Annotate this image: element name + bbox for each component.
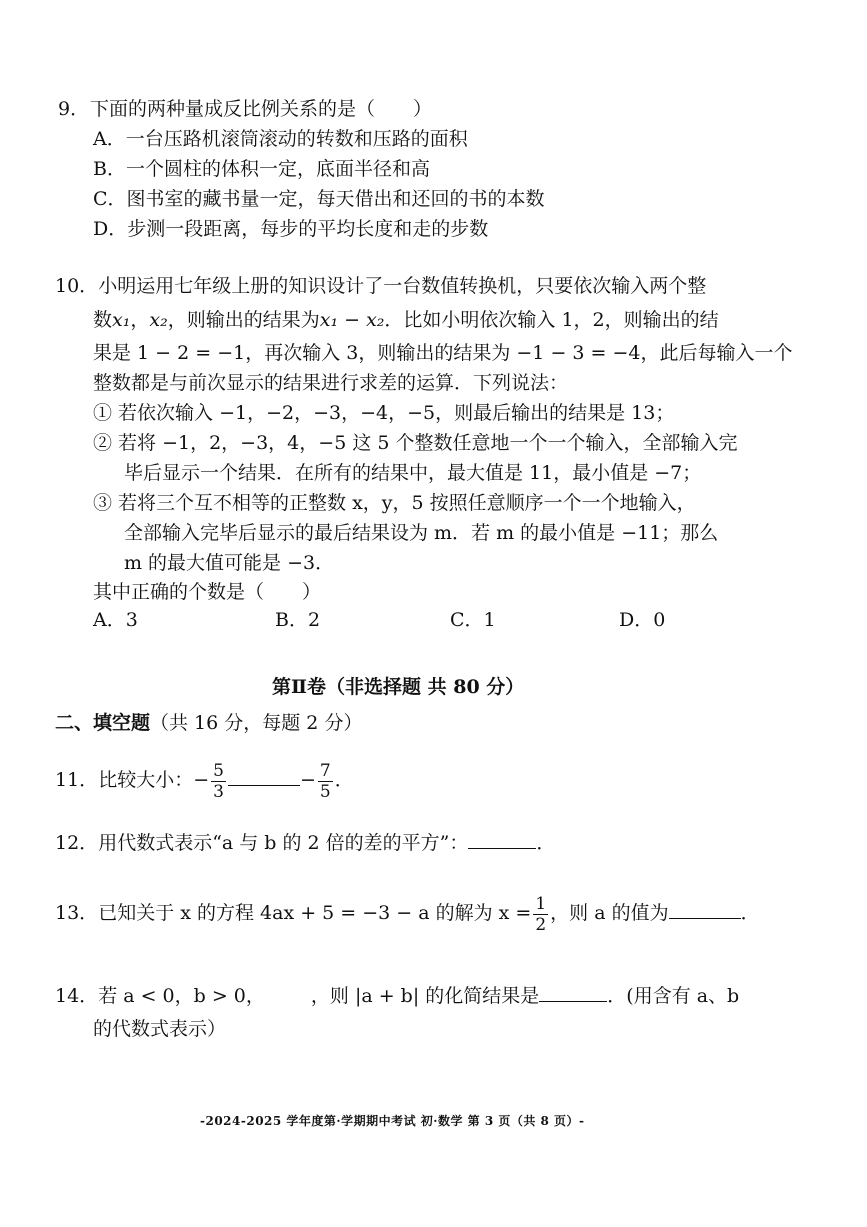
q14-number: 14． (55, 985, 99, 1007)
q10-line-2b: ，则输出的结果为 (167, 309, 320, 331)
q12-text: 用代数式表示“a 与 b 的 2 倍的差的平方”： (98, 832, 469, 854)
q13-f-numerator: 1 (535, 893, 547, 914)
q12-end: ． (536, 832, 556, 854)
q10-sep: ， (130, 309, 150, 331)
q11-fraction-1 (211, 761, 226, 802)
q11-f1-denominator: 3 (213, 781, 224, 802)
q10-line-4: 整数都是与前次显示的结果进行求差的运算．下列说法： (93, 372, 569, 394)
q12 (55, 828, 555, 856)
q9-stem-text: 下面的两种量成反比例关系的是（ ） (90, 98, 433, 120)
q10-statement-3c: m 的最大值可能是 −3． (124, 552, 335, 574)
q11-f2-denominator: 5 (319, 781, 331, 802)
q10-line-1 (55, 273, 706, 299)
q13-answer-blank[interactable] (669, 898, 741, 919)
q12-number: 12． (55, 832, 99, 854)
q11-minus-1: − (193, 769, 210, 791)
q10-line-3: 果是 1 − 2 = −1，再次输入 3，则输出的结果为 −1 − 3 = −4，此后每输入一个 (93, 342, 793, 364)
q10-choice-c: C．1 (450, 609, 496, 631)
q11-text: 比较大小： (98, 769, 194, 791)
q10-choice-b: B．2 (275, 609, 321, 631)
q10-line-2a: 数 (93, 309, 113, 331)
q10-x1: x₁ (112, 309, 131, 331)
q9-option-a: A．一台压路机滚筒滚动的转数和压路的面积 (93, 128, 468, 150)
part2-heading (55, 710, 362, 736)
q11-end: ． (334, 769, 354, 791)
q9-stem (58, 96, 432, 122)
q10-line-1-text: 小明运用七年级上册的知识设计了一台数值转换机，只要依次输入两个整 (98, 275, 707, 297)
q11-f2-numerator: 7 (319, 760, 331, 781)
q13-text-a: 已知关于 x 的方程 4ax + 5 = −3 − a 的解为 x = (98, 902, 532, 924)
q11-number: 11． (55, 769, 99, 791)
q9-option-b: B．一个圆柱的体积一定，底面半径和高 (93, 158, 430, 180)
q13-fraction (533, 894, 548, 935)
q9-option-d: D．步测一段距离，每步的平均长度和走的步数 (93, 218, 489, 240)
q14-answer-blank[interactable] (539, 981, 607, 1002)
q13-number: 13． (55, 902, 99, 924)
q11 (55, 757, 354, 803)
q10-statement-3b: 全部输入完毕后显示的最后结果设为 m．若 m 的最小值是 −11；那么 (124, 522, 719, 544)
q10-statement-2b: 毕后显示一个结果．在所有的结果中，最大值是 11，最小值是 −7； (124, 462, 702, 484)
q10-number: 10． (55, 275, 99, 297)
q13 (55, 890, 760, 936)
q11-fraction-2 (318, 761, 333, 802)
page-footer: -2024-2025 学年度第·学期期中考试 初·数学 第 3 页（共 8 页）- (200, 1114, 585, 1128)
q11-answer-blank[interactable] (228, 765, 300, 786)
q10-statement-3a: ③ 若将三个互不相等的正整数 x，y，5 按照任意顺序一个一个地输入， (93, 492, 696, 514)
q14-text-a: 若 a < 0，b > 0， (98, 985, 265, 1007)
q13-text-b: ，则 a 的值为 (550, 902, 669, 924)
q9-option-c: C．图书室的藏书量一定，每天借出和还回的书的本数 (93, 188, 545, 210)
q10-statement-1: ① 若依次输入 −1，−2，−3，−4，−5，则最后输出的结果是 13； (93, 402, 675, 424)
q14-line-1 (55, 981, 739, 1009)
q10-line-2c: ．比如小明依次输入 1，2，则输出的结 (384, 309, 719, 331)
q10-x1-minus-x2: x₁ − x₂ (319, 309, 385, 331)
q14-text-c: ．(用含有 a、b (607, 985, 740, 1007)
q12-answer-blank[interactable] (468, 828, 536, 849)
q10-statement-2a: ② 若将 −1，2，−3，4，−5 这 5 个整数任意地一个一个输入，全部输入完 (93, 432, 738, 454)
q14-line-2: 的代数式表示） (93, 1018, 227, 1040)
section-title: 第Ⅱ卷（非选择题 共 80 分） (272, 676, 525, 698)
q11-minus-2: − (299, 769, 316, 791)
q14-text-b: ，则 |a + b| 的化简结果是 (310, 985, 540, 1007)
q10-line-2 (93, 307, 719, 333)
q13-f-denominator: 2 (535, 914, 547, 935)
q11-f1-numerator: 5 (213, 760, 224, 781)
q10-choice-a: A．3 (93, 609, 138, 631)
part2-heading-note: （共 16 分，每题 2 分） (150, 712, 363, 734)
q9-number: 9． (58, 98, 90, 120)
q13-end: ． (740, 902, 760, 924)
part2-heading-title: 二、填空题 (55, 712, 151, 734)
q10-ask: 其中正确的个数是（ ） (93, 581, 322, 603)
q10-choice-d: D．0 (619, 609, 666, 631)
q10-x2: x₂ (149, 309, 168, 331)
